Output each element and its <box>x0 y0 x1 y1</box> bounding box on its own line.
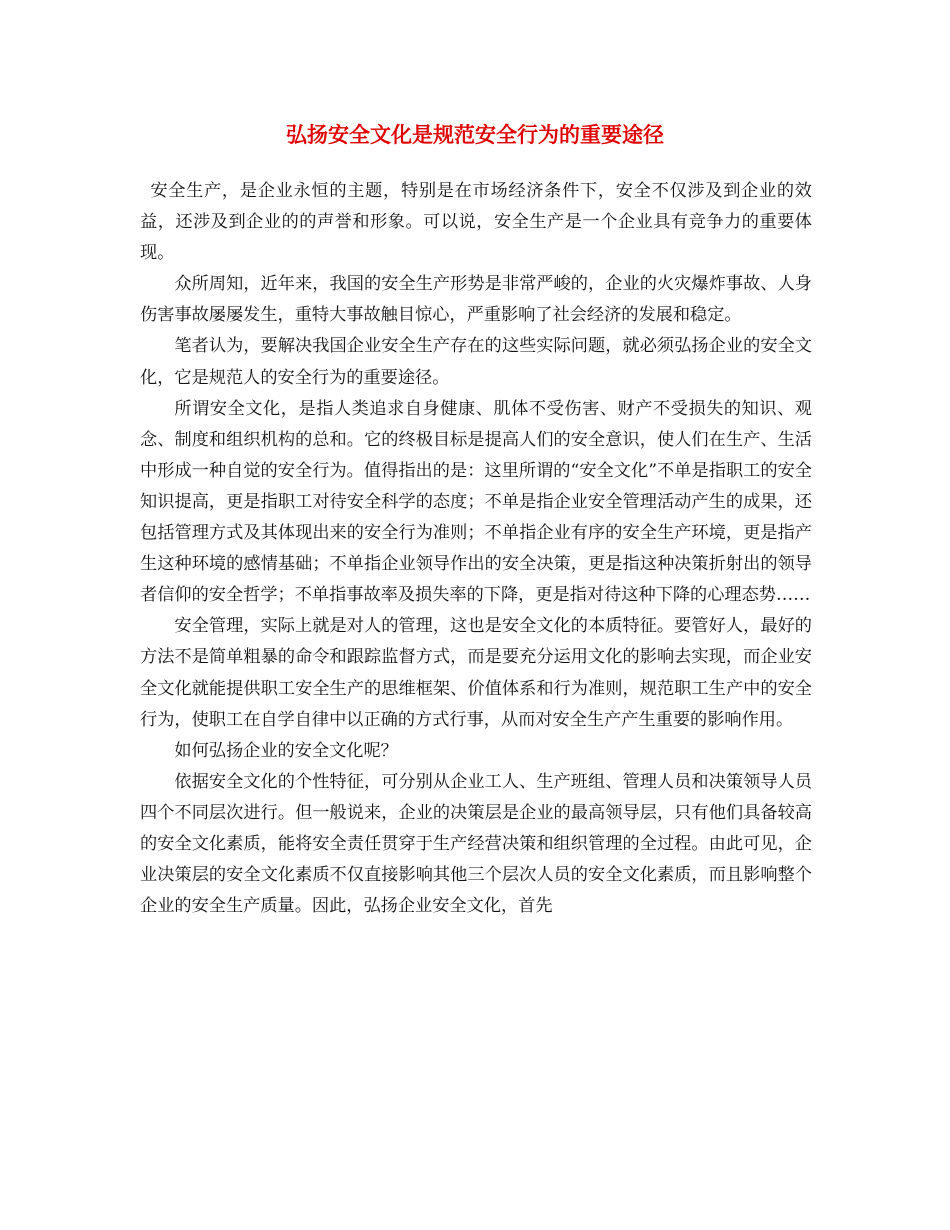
paragraph-1: 安全生产，是企业永恒的主题，特别是在市场经济条件下，安全不仅涉及到企业的效益，还涉及到企业的的声誉和形象。可以说，安全生产是一个企业具有竞争力的重要体现。 <box>140 181 812 264</box>
document-title: 弘扬安全文化是规范安全行为的重要途径 <box>286 123 664 147</box>
paragraph-5: 安全管理，实际上就是对人的管理，这也是安全文化的本质特征。要管好人，最好的方法不是简单粗暴的命令和跟踪监督方式，而是要充分运用文化的影响去实现，而企业安全文化就能提供职工安全生产的思维框架、价值体系和行为准则，规范职工生产中的安全行为，使职工在自学自律中以正确的方式行事，从而对安全生产产生重要的影响作用。 <box>140 616 812 730</box>
paragraph-2: 众所周知，近年来，我国的安全生产形势是非常严峻的，企业的火灾爆炸事故、人身伤害事故屡屡发生，重特大事故触目惊心，严重影响了社会经济的发展和稳定。 <box>140 274 812 326</box>
paragraph-6: 如何弘扬企业的安全文化呢？ <box>174 740 398 761</box>
document-body <box>140 176 812 922</box>
paragraph-4: 所谓安全文化，是指人类追求自身健康、肌体不受伤害、财产不受损失的知识、观念、制度和组织机构的总和。它的终极目标是提高人们的安全意识，使人们在生产、生活中形成一种自觉的安全行为。值得指出的是：这里所谓的“安全文化”不单是指职工的安全知识提高，更是指职工对待安全科学的态度；不单是指企业安全管理活动产生的成果，还包括管理方式及其体现出来的安全行为准则；不单指企业有序的安全生产环境，更是指产生这种环境的感情基础；不单指企业领导作出的安全决策，更是指这种决策折射出的领导者信仰的安全哲学；不单指事故率及损失率的下降，更是指对待这种下降的心理态势…… <box>140 398 812 606</box>
paragraph-3: 笔者认为，要解决我国企业安全生产存在的这些实际问题，就必须弘扬企业的安全文化，它是规范人的安全行为的重要途径。 <box>140 336 812 388</box>
paragraph-7: 依据安全文化的个性特征，可分别从企业工人、生产班组、管理人员和决策领导人员四个不同层次进行。但一般说来，企业的决策层是企业的最高领导层，只有他们具备较高的安全文化素质，能将安全责任贯穿于生产经营决策和组织管理的全过程。由此可见，企业决策层的安全文化素质不仅直接影响其他三个层次人员的安全文化素质，而且影响整个企业的安全生产质量。因此，弘扬企业安全文化，首先 <box>140 771 812 917</box>
